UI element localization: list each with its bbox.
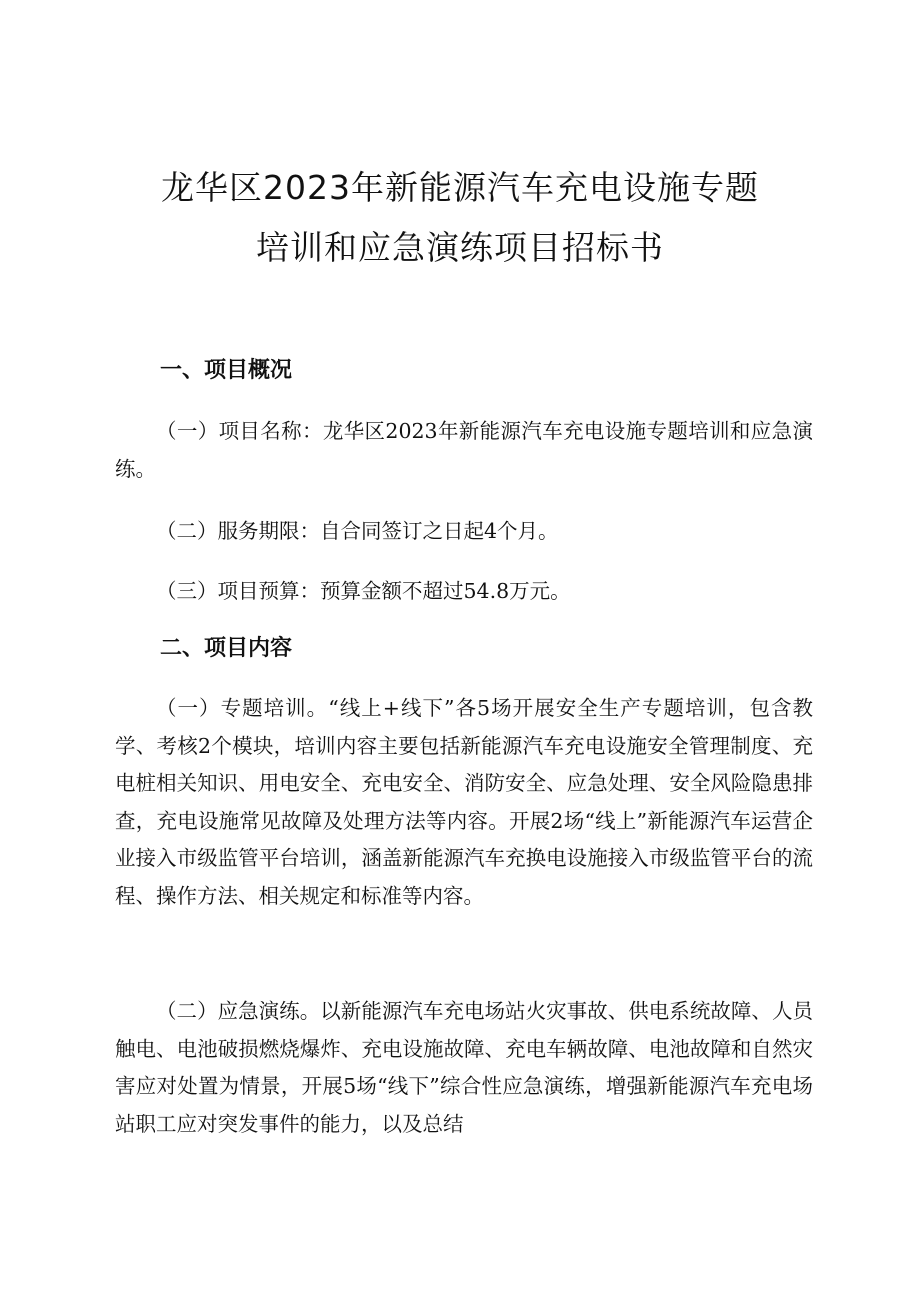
paragraph-emergency-drill: （二）应急演练。以新能源汽车充电场站火灾事故、供电系统故障、人员触电、电池破损燃烧爆炸、充电设施故障、充电车辆故障、电池故障和自然灾害应对处置为情景，开展5场“线下”综合性应急演练，增强新能源汽车充电场站职工应对突发事件的能力，以及总结 <box>115 999 813 1136</box>
paragraph-special-training: （一）专题培训。“线上+线下”各5场开展安全生产专题培训，包含教学、考核2个模块，培训内容主要包括新能源汽车充电设施安全管理制度、充电桩相关知识、用电安全、充电安全、消防安全、应急处理、安全风险隐患排查，充电设施常见故障及处理方法等内容。开展2场“线上”新能源汽车运营企业接入市级监管平台培训，涵盖新能源汽车充换电设施接入市级监管平台的流程、操作方法、相关规定和标准等内容。 <box>115 696 813 908</box>
paragraph-service-period: （二）服务期限：自合同签订之日起4个月。 <box>156 519 559 543</box>
section-heading-content: 二、项目内容 <box>160 636 293 661</box>
section-heading-overview: 一、项目概况 <box>160 358 293 383</box>
paragraph-project-name: （一）项目名称：龙华区2023年新能源汽车充电设施专题培训和应急演练。 <box>115 419 813 481</box>
document-title-line-2: 培训和应急演练项目招标书 <box>256 228 664 267</box>
document-title-line-1: 龙华区2023年新能源汽车充电设施专题 <box>161 168 759 207</box>
paragraph-project-budget: （三）项目预算：预算金额不超过54.8万元。 <box>156 579 571 603</box>
